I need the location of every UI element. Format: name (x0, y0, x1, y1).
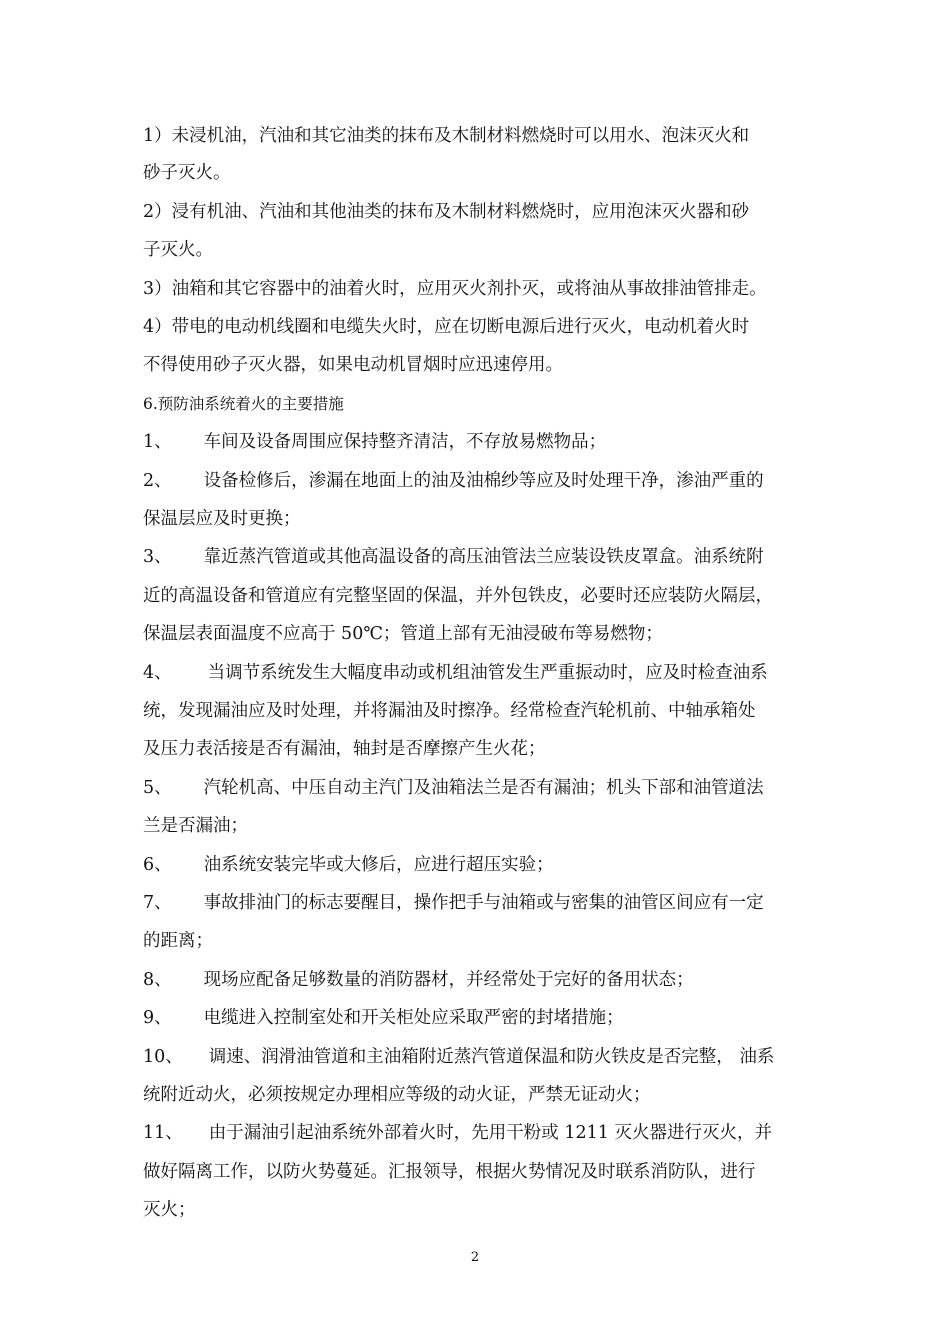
list-item (143, 853, 815, 877)
list-item-number: 11、 (143, 1123, 183, 1143)
list-item (143, 1006, 815, 1030)
text-line (143, 315, 815, 339)
page-number: 2 (470, 1250, 480, 1265)
text-line (143, 929, 815, 953)
text-line (143, 200, 815, 224)
list-item (143, 776, 815, 800)
list-item-number: 3、 (143, 547, 172, 567)
list-item-number: 9、 (143, 1008, 172, 1028)
line-text: 1）未浸机油，汽油和其它油类的抹布及木制材料燃烧时可以用水、泡沫灭火和 (143, 126, 750, 146)
text-line (143, 507, 815, 531)
line-text: 不得使用砂子灭火器，如果电动机冒烟时应迅速停用。 (143, 355, 563, 375)
line-text: 由于漏油引起油系统外部着火时，先用干粉或 1211 灭火器进行灭火，并 (208, 1123, 772, 1143)
list-item-number: 2、 (143, 471, 172, 491)
list-item (143, 661, 815, 685)
line-text: 调速、润滑油管道和主油箱附近蒸汽管道保温和防火铁皮是否完整， 油系 (208, 1047, 775, 1067)
list-item (143, 1121, 815, 1145)
text-line (143, 814, 815, 838)
text-line (143, 1198, 815, 1222)
line-text: 设备检修后，渗漏在地面上的油及油棉纱等应及时处理干净，渗油严重的 (203, 471, 764, 491)
line-text: 近的高温设备和管道应有完整坚固的保温，并外包铁皮，必要时还应装防火隔层， (143, 586, 773, 606)
line-text: 4）带电的电动机线圈和电缆失火时，应在切断电源后进行灭火，电动机着火时 (143, 317, 750, 337)
list-item-number: 5、 (143, 778, 172, 798)
list-item-number: 6、 (143, 855, 172, 875)
line-text: 灭火； (143, 1200, 196, 1220)
line-text: 子灭火。 (143, 240, 213, 260)
list-item-number: 7、 (143, 893, 172, 913)
text-line (143, 353, 815, 377)
list-item (143, 469, 815, 493)
list-item (143, 545, 815, 569)
text-line (143, 737, 815, 761)
text-line (143, 277, 815, 301)
line-text: 保温层应及时更换； (143, 509, 301, 529)
line-text: 做好隔离工作，以防火势蔓延。汇报领导，根据火势情况及时联系消防队，进行 (143, 1162, 756, 1182)
list-item (143, 430, 815, 454)
line-text: 砂子灭火。 (143, 163, 231, 183)
line-text: 当调节系统发生大幅度串动或机组油管发生严重振动时，应及时检查油系 (207, 663, 768, 683)
text-line (143, 238, 815, 262)
line-text: 汽轮机高、中压自动主汽门及油箱法兰是否有漏油；机头下部和油管道法 (203, 778, 764, 798)
line-text: 2）浸有机油、汽油和其他油类的抹布及木制材料燃烧时，应用泡沫灭火器和砂 (143, 202, 750, 222)
line-text: 车间及设备周围应保持整齐清洁，不存放易燃物品； (203, 432, 607, 452)
line-text: 及压力表活接是否有漏油，轴封是否摩擦产生火花； (143, 739, 546, 759)
line-text: 电缆进入控制室处和开关柜处应采取严密的封堵措施； (203, 1008, 624, 1028)
list-item-number: 1、 (143, 432, 172, 452)
line-text: 保温层表面温度不应高于 50℃；管道上部有无油浸破布等易燃物； (143, 624, 663, 644)
line-text: 油系统安装完毕或大修后，应进行超压实验； (203, 855, 554, 875)
line-text: 事故排油门的标志要醒目，操作把手与油箱或与密集的油管区间应有一定 (203, 893, 764, 913)
line-text: 靠近蒸汽管道或其他高温设备的高压油管法兰应装设铁皮罩盒。油系统附 (203, 547, 764, 567)
list-item-number: 4、 (143, 663, 172, 683)
text-line (143, 1083, 815, 1107)
line-text: 兰是否漏油； (143, 816, 248, 836)
list-item-number: 10、 (143, 1047, 183, 1067)
text-line (143, 699, 815, 723)
text-line (143, 584, 815, 608)
line-text: 统附近动火，必须按规定办理相应等级的动火证，严禁无证动火； (143, 1085, 651, 1105)
line-text: 现场应配备足够数量的消防器材，并经常处于完好的备用状态； (203, 970, 694, 990)
line-text: 统，发现漏油应及时处理，并将漏油及时擦净。经常检查汽轮机前、中轴承箱处 (143, 701, 756, 721)
line-text: 3）油箱和其它容器中的油着火时，应用灭火剂扑灭，或将油从事故排油管排走。 (143, 279, 767, 299)
section-heading (143, 392, 815, 416)
text-line (143, 161, 815, 185)
text-line (143, 622, 815, 646)
line-text: 的距离； (143, 931, 213, 951)
text-line (143, 1160, 815, 1184)
list-item-number: 8、 (143, 970, 172, 990)
list-item (143, 891, 815, 915)
section-heading-text: 6.预防油系统着火的主要措施 (143, 395, 344, 413)
list-item (143, 968, 815, 992)
list-item (143, 1045, 815, 1069)
text-line (143, 124, 815, 148)
